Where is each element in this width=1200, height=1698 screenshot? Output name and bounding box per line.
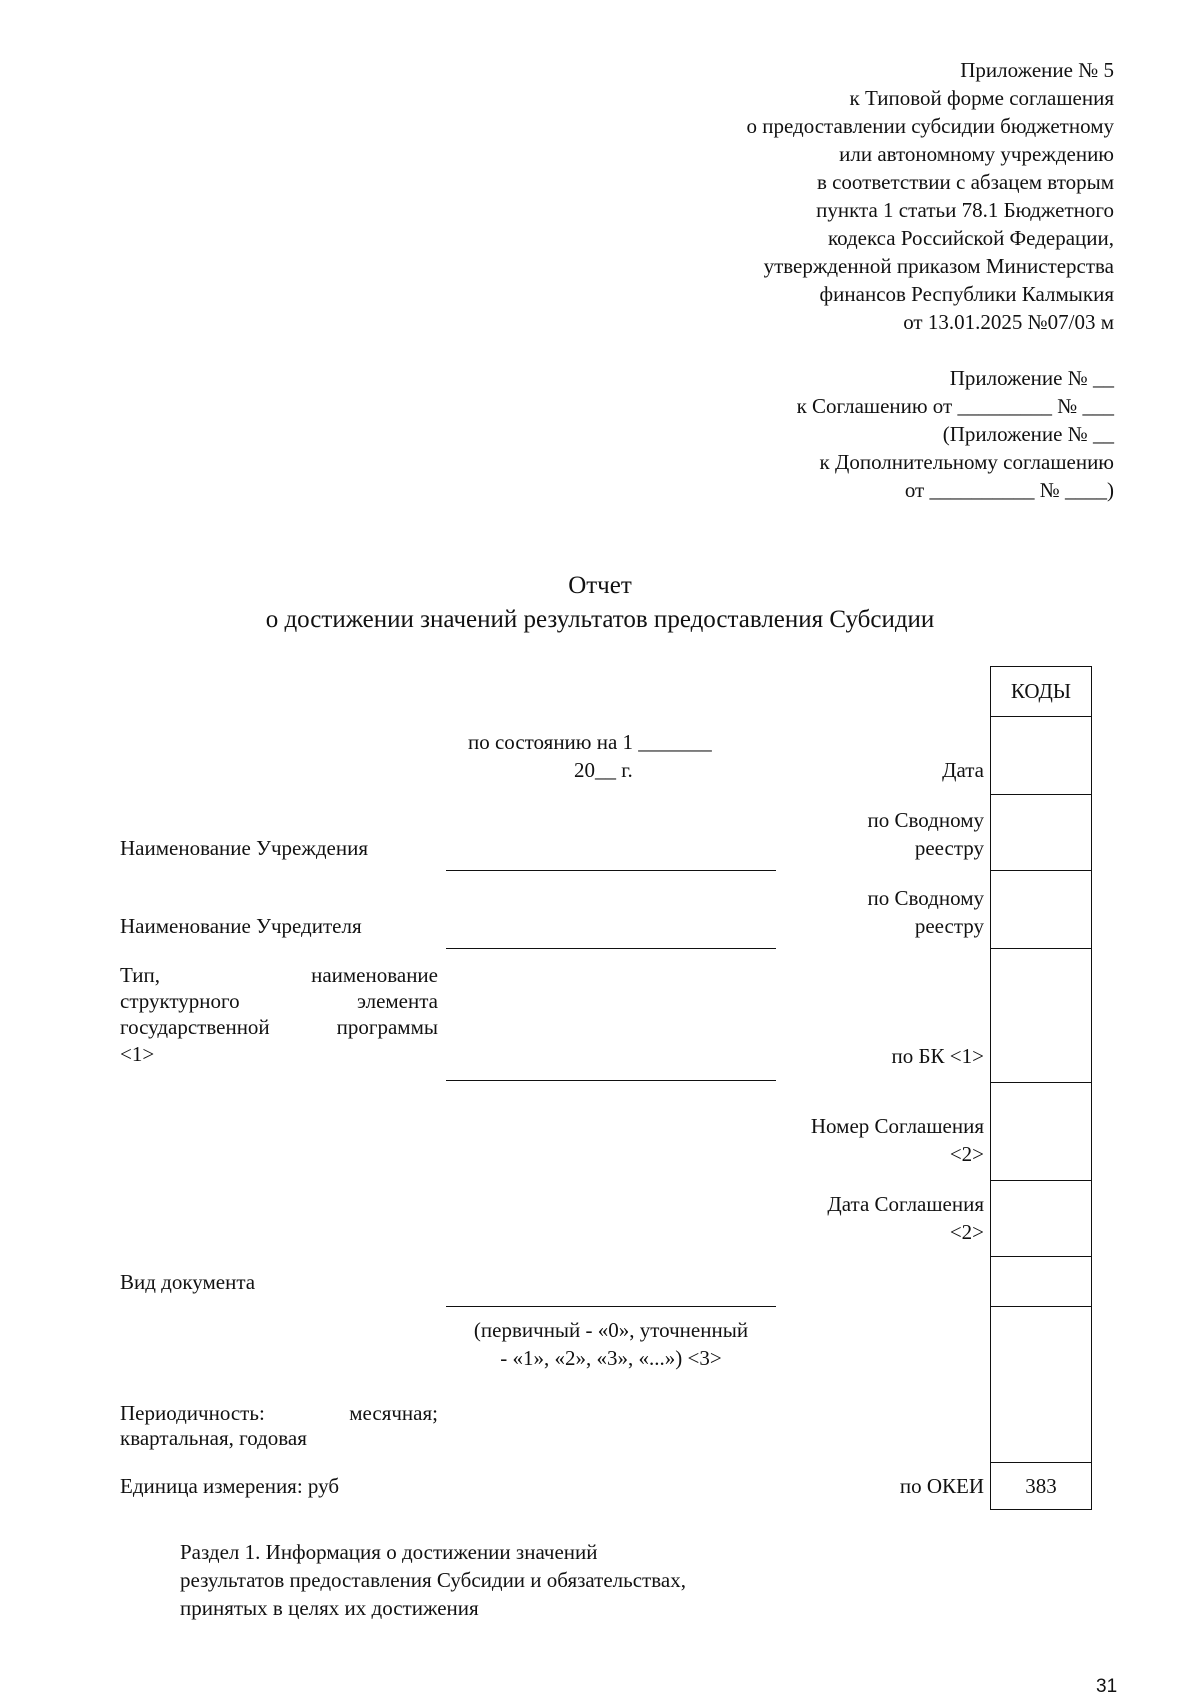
header-line: утвержденной приказом Министерства bbox=[763, 254, 1114, 278]
doc-type-hint-line2: - «1», «2», «3», «...») <3> bbox=[500, 1346, 722, 1370]
header-line: в соответствии с абзацем вторым bbox=[816, 170, 1114, 194]
page-number: 31 bbox=[1096, 1676, 1118, 1697]
label-periodicity-line2: квартальная, годовая bbox=[120, 1426, 307, 1450]
header-line: или автономному учреждению bbox=[839, 142, 1114, 166]
label-program-line: государственной программы bbox=[120, 1015, 438, 1039]
code-cell-svodny-founder bbox=[990, 870, 1092, 948]
section-heading-line1: Раздел 1. Информация о достижении значений bbox=[180, 1540, 598, 1564]
code-cell-periodicity bbox=[990, 1306, 1092, 1462]
label-periodicity-line1: Периодичность: месячная; bbox=[120, 1401, 438, 1425]
label-svodny-2b: реестру bbox=[914, 914, 984, 938]
okei-code: 383 bbox=[1025, 1473, 1057, 1498]
label-agreement-date-b: <2> bbox=[949, 1220, 984, 1244]
codes-header: КОДЫ bbox=[1010, 679, 1072, 703]
code-cell-bk bbox=[990, 948, 1092, 1082]
header-line: кодекса Российской Федерации, bbox=[827, 226, 1114, 250]
attachment-line: от __________ № ____) bbox=[904, 478, 1114, 502]
attachment-line: Приложение № __ bbox=[949, 366, 1114, 390]
report-subtitle: о достижении значений результатов предоставления Субсидии bbox=[265, 606, 935, 633]
section-heading-line2: результатов предоставления Субсидии и обязательствах, bbox=[180, 1568, 686, 1592]
label-svodny-1b: реестру bbox=[914, 836, 984, 860]
label-unit: Единица измерения: руб bbox=[120, 1474, 340, 1498]
label-program-line: Тип, наименование bbox=[120, 963, 438, 987]
label-agreement-number-b: <2> bbox=[949, 1142, 984, 1166]
header-line: о предоставлении субсидии бюджетному bbox=[746, 114, 1114, 138]
program-fill-line bbox=[446, 1080, 776, 1081]
label-bk: по БК <1> bbox=[891, 1044, 984, 1068]
doc-type-fill-line bbox=[446, 1306, 776, 1307]
label-program-note: <1> bbox=[120, 1042, 155, 1066]
label-svodny-1a: по Сводному bbox=[867, 808, 984, 832]
section-heading-line3: принятых в целях их достижения bbox=[180, 1596, 479, 1620]
institution-fill-line bbox=[446, 870, 776, 871]
label-okei: по ОКЕИ bbox=[899, 1474, 984, 1498]
attachment-line: к Дополнительному соглашению bbox=[819, 450, 1114, 474]
code-cell-doc-type bbox=[990, 1256, 1092, 1306]
as-of-line2: 20__ г. bbox=[574, 758, 633, 782]
code-cell-agreement-number bbox=[990, 1082, 1092, 1180]
header-line: от 13.01.2025 №07/03 м bbox=[903, 310, 1114, 334]
label-date: Дата bbox=[942, 758, 984, 782]
attachment-line: (Приложение № __ bbox=[942, 422, 1114, 446]
label-agreement-date-a: Дата Соглашения bbox=[827, 1192, 984, 1216]
label-founder: Наименование Учредителя bbox=[120, 914, 362, 938]
founder-fill-line bbox=[446, 948, 776, 949]
header-line: финансов Республики Калмыкия bbox=[819, 282, 1114, 306]
code-cell-date bbox=[990, 716, 1092, 794]
attachment-line: к Соглашению от _________ № ___ bbox=[796, 394, 1114, 418]
header-line: пункта 1 статьи 78.1 Бюджетного bbox=[816, 198, 1114, 222]
as-of-line1: по состоянию на 1 _______ bbox=[468, 730, 712, 754]
doc-type-hint-line1: (первичный - «0», уточненный bbox=[473, 1318, 749, 1342]
code-cell-agreement-date bbox=[990, 1180, 1092, 1256]
code-cell-okei bbox=[990, 1462, 1092, 1510]
codes-header-cell bbox=[990, 666, 1092, 716]
code-cell-svodny-institution bbox=[990, 794, 1092, 870]
header-line: к Типовой форме соглашения bbox=[849, 86, 1114, 110]
label-program-line: структурного элемента bbox=[120, 989, 438, 1013]
header-line: Приложение № 5 bbox=[960, 58, 1114, 82]
label-institution: Наименование Учреждения bbox=[120, 836, 368, 860]
label-agreement-number-a: Номер Соглашения bbox=[810, 1114, 984, 1138]
label-svodny-2a: по Сводному bbox=[867, 886, 984, 910]
label-doc-type: Вид документа bbox=[120, 1270, 256, 1294]
report-title: Отчет bbox=[568, 572, 632, 599]
